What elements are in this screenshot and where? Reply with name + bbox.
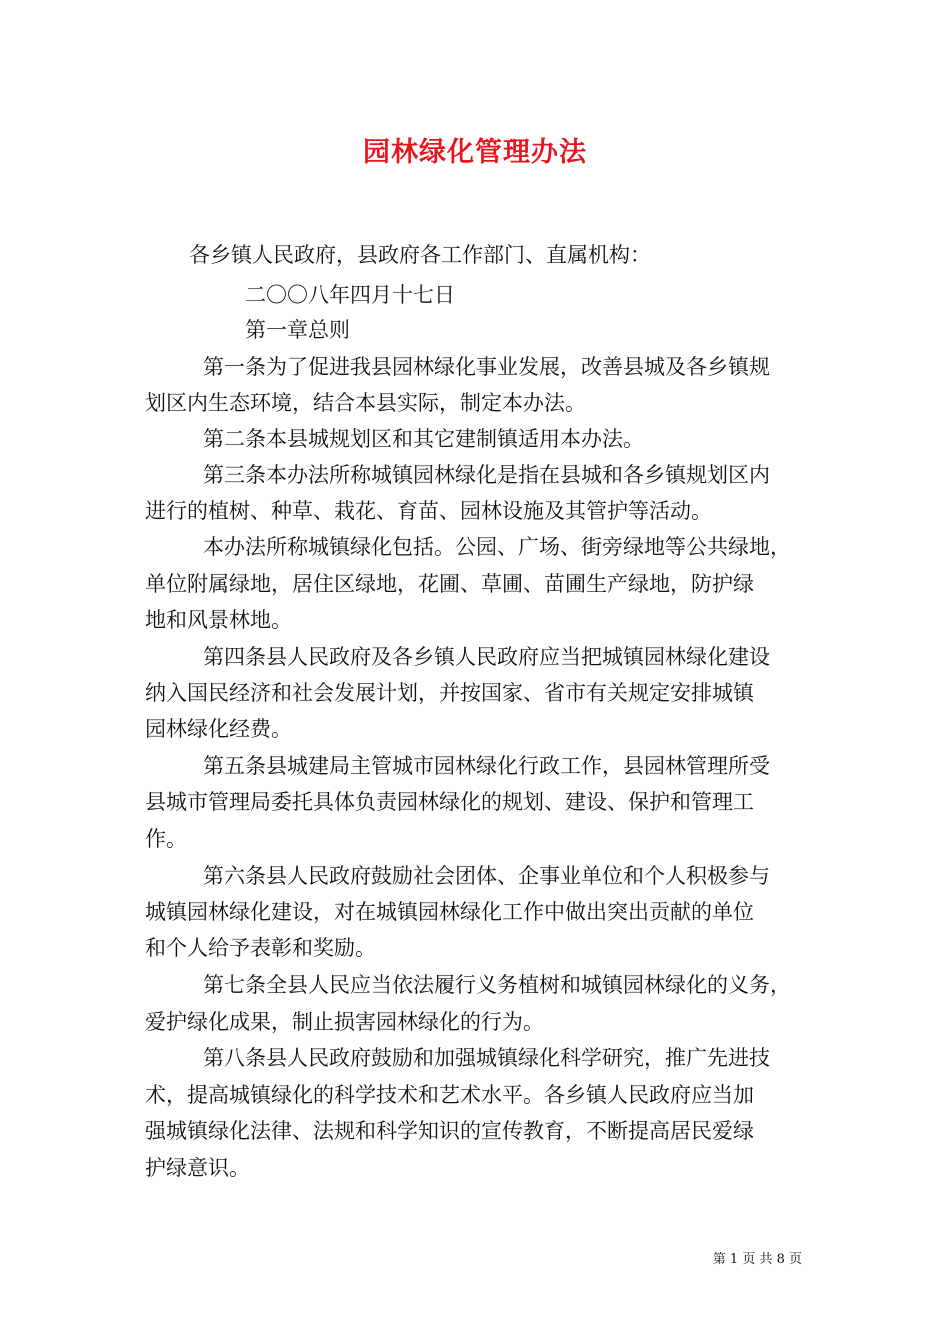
addressee-line: 各乡镇人民政府，县政府各工作部门、直属机构：: [189, 243, 651, 267]
paragraph-line: 第六条县人民政府鼓励社会团体、企事业单位和个人积极参与: [203, 864, 770, 888]
paragraph-line: 护绿意识。: [145, 1156, 250, 1180]
paragraph-line: 强城镇绿化法律、法规和科学知识的宣传教育，不断提高居民爱绿: [145, 1119, 754, 1143]
page-number: 第 1 页 共 8 页: [712, 1252, 802, 1267]
paragraph-line: 第八条县人民政府鼓励和加强城镇绿化科学研究，推广先进技: [203, 1046, 770, 1070]
paragraph-line: 纳入国民经济和社会发展计划，并按国家、省市有关规定安排城镇: [145, 681, 754, 705]
chapter-heading: 第一章总则: [245, 318, 350, 342]
paragraph-line: 爱护绿化成果，制止损害园林绿化的行为。: [145, 1010, 544, 1034]
paragraph-line: 第二条本县城规划区和其它建制镇适用本办法。: [203, 427, 644, 451]
paragraph-line: 第七条全县人民应当依法履行义务植树和城镇园林绿化的义务，: [203, 973, 791, 997]
paragraph-line: 本办法所称城镇绿化包括。公园、广场、街旁绿地等公共绿地，: [203, 535, 791, 559]
paragraph-line: 第一条为了促进我县园林绿化事业发展，改善县城及各乡镇规: [203, 355, 770, 379]
paragraph-line: 城镇园林绿化建设，对在城镇园林绿化工作中做出突出贡献的单位: [145, 900, 754, 924]
paragraph-line: 作。: [145, 827, 187, 851]
paragraph-line: 术，提高城镇绿化的科学技术和艺术水平。各乡镇人民政府应当加: [145, 1083, 754, 1107]
paragraph-line: 进行的植树、种草、栽花、育苗、园林设施及其管护等活动。: [145, 499, 712, 523]
paragraph-line: 和个人给予表彰和奖励。: [145, 936, 376, 960]
document-title: 园林绿化管理办法: [363, 137, 587, 168]
paragraph-line: 单位附属绿地，居住区绿地，花圃、草圃、苗圃生产绿地，防护绿: [145, 572, 754, 596]
paragraph-line: 地和风景林地。: [145, 608, 292, 632]
paragraph-line: 第三条本办法所称城镇园林绿化是指在县城和各乡镇规划区内: [203, 463, 770, 487]
date-line: 二〇〇八年四月十七日: [245, 283, 455, 307]
paragraph-line: 园林绿化经费。: [145, 717, 292, 741]
paragraph-line: 第五条县城建局主管城市园林绿化行政工作，县园林管理所受: [203, 754, 770, 778]
paragraph-line: 第四条县人民政府及各乡镇人民政府应当把城镇园林绿化建设: [203, 645, 770, 669]
paragraph-line: 划区内生态环境，结合本县实际，制定本办法。: [145, 391, 586, 415]
paragraph-line: 县城市管理局委托具体负责园林绿化的规划、建设、保护和管理工: [145, 790, 754, 814]
